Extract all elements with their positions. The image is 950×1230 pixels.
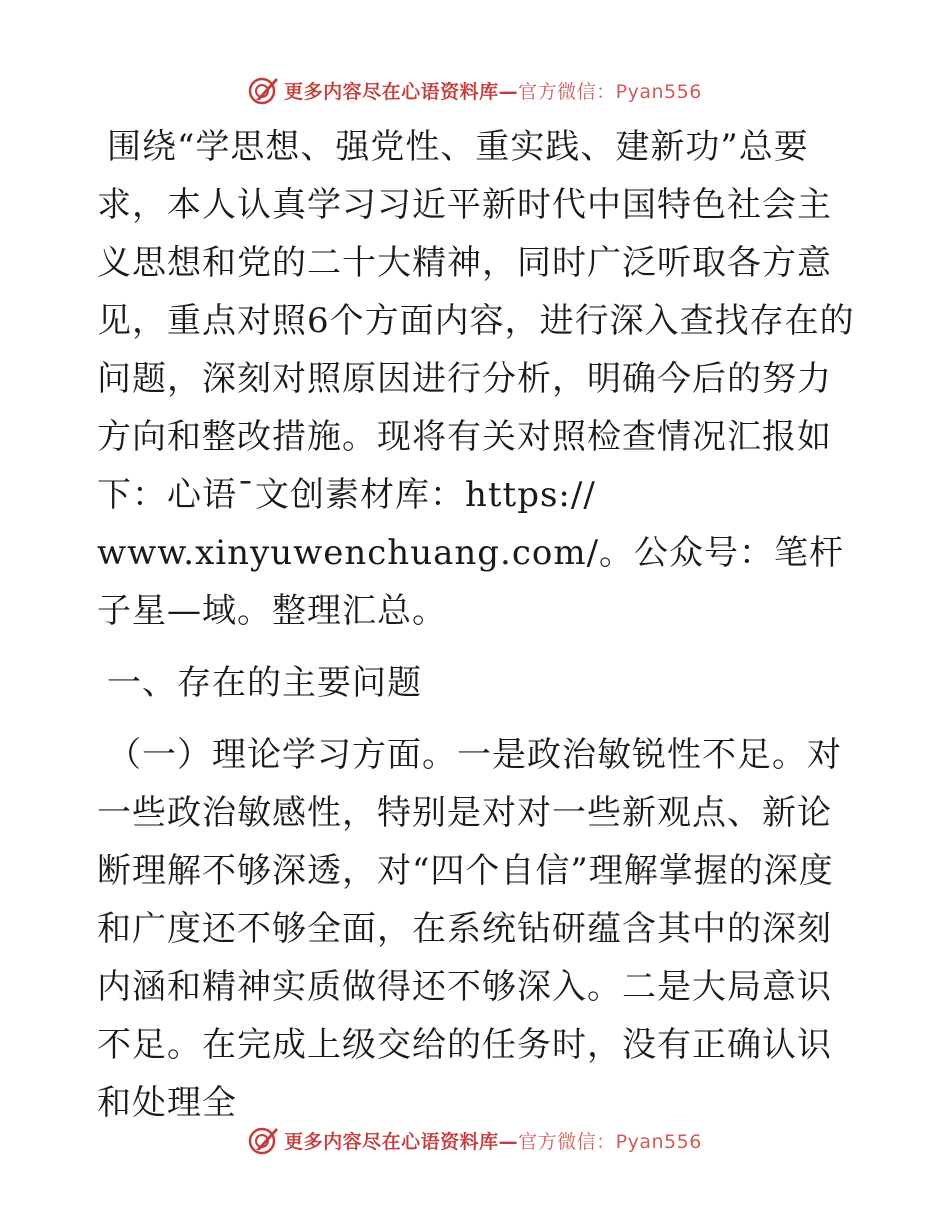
intro-paragraph xyxy=(97,118,857,640)
quill-logo-icon xyxy=(248,74,280,106)
watermark-text: 更多内容尽在心语资料库—官方微信：Pyan556 xyxy=(284,80,702,103)
theory-study-paragraph: （一）理论学习方面。一是政治敏锐性不足。对一些政治敏感性，特别是对对一些新观点、新论断理解不够深透，对“四个自信”理解掌握的深度和广度还不够全面，在系统钻研蕴含其中的深刻内涵和精神实质做得还不够深入。二是大局意识不足。在完成上级交给的任务时，没有正确认识和处理全 xyxy=(97,735,842,1123)
document-body xyxy=(97,118,857,1132)
section-heading: 一、存在的主要问题 xyxy=(107,663,422,703)
quill-logo-icon xyxy=(248,1124,280,1156)
intro-text-2: www.xinyuwenchuang.com/。公众号：笔杆子星—域。整理汇总。 xyxy=(97,533,845,631)
top-watermark-banner xyxy=(0,70,950,110)
bottom-watermark-banner xyxy=(0,1120,950,1160)
intro-text-1: 围绕“学思想、强党性、重实践、建新功”总要求，本人认真学习习近平新时代中国特色社会主义思想和党的二十大精神，同时广泛听取各方意见，重点对照6个方面内容，进行深入查找存在的问题，深刻对照原因进行分析，明确今后的努力方向和整改措施。现将有关对照检查情况汇报如下：心语¯文创素材库：https:// xyxy=(97,127,855,515)
watermark-text: 更多内容尽在心语资料库—官方微信：Pyan556 xyxy=(284,1130,702,1153)
